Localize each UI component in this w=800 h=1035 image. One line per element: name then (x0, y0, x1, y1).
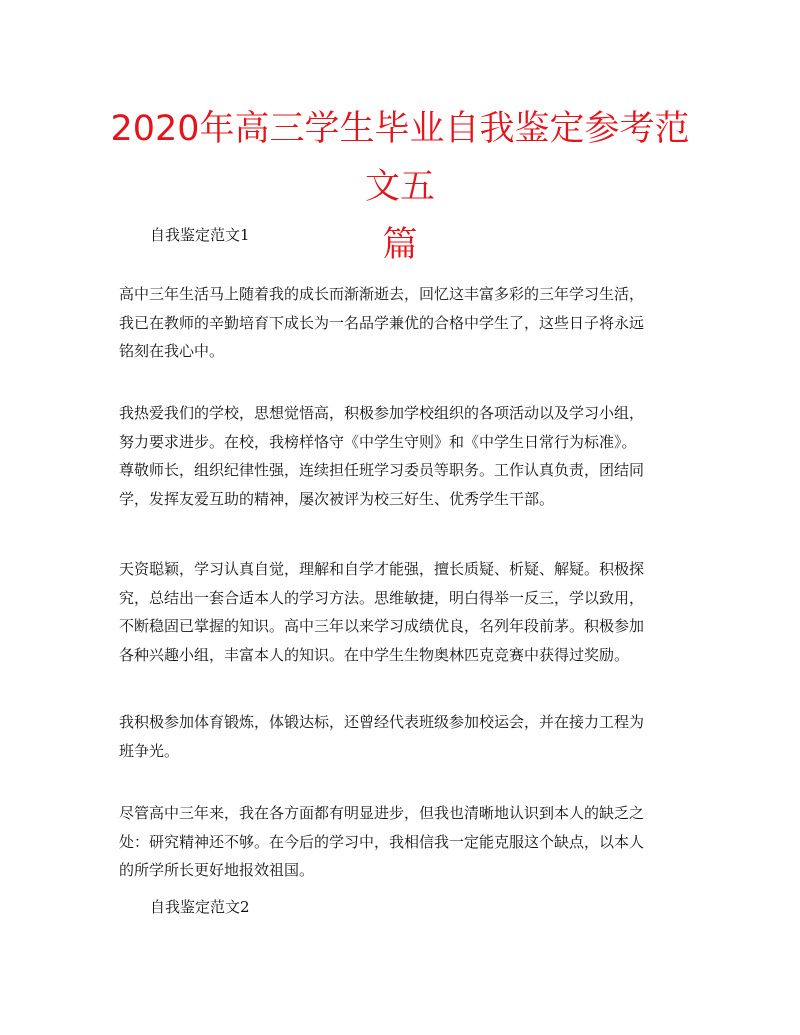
paragraph-5 (119, 799, 679, 885)
section-2-heading: 自我鉴定范文2 (150, 898, 250, 916)
paragraph-1 (119, 280, 679, 366)
paragraph-line: 天资聪颖，学习认真自觉，理解和自学才能强，擅长质疑、析疑、解疑。积极探 (119, 560, 645, 578)
paragraph-line: 我已在教师的辛勤培育下成长为一名品学兼优的合格中学生了，这些日子将永远 (119, 313, 645, 332)
title-line-2: 篇 (382, 225, 418, 265)
paragraph-3 (119, 555, 679, 669)
paragraph-line: 处：研究精神还不够。在今后的学习中，我相信我一定能克服这个缺点，以本人 (119, 832, 645, 851)
paragraph-line: 努力要求进步。在校，我榜样恪守《中学生守则》和《中学生日常行为标准》。 (119, 432, 637, 451)
paragraph-line: 我热爱我们的学校，思想觉悟高，积极参加学校组织的各项活动以及学习小组， (119, 404, 645, 422)
paragraph-line: 各种兴趣小组，丰富本人的知识。在中学生生物奥林匹克竞赛中获得过奖励。 (119, 645, 630, 664)
paragraph-2 (119, 399, 679, 513)
section-1-heading: 自我鉴定范文1 (150, 226, 250, 244)
paragraph-line: 尽管高中三年来，我在各方面都有明显进步，但我也清晰地认识到本人的缺乏之 (119, 804, 645, 822)
paragraph-line: 班争光。 (119, 741, 180, 760)
paragraph-line: 学，发挥友爱互助的精神，屡次被评为校三好生、优秀学生干部。 (119, 489, 555, 508)
paragraph-line: 究，总结出一套合适本人的学习方法。思维敏捷，明白得举一反三，学以致用， (119, 588, 645, 607)
paragraph-line: 铭刻在我心中。 (119, 342, 225, 360)
paragraph-line: 的所学所长更好地报效祖国。 (119, 861, 315, 879)
paragraph-line: 尊敬师长，组织纪律性强，连续担任班学习委员等职务。工作认真负责，团结同 (119, 461, 645, 479)
document-title (100, 100, 700, 274)
paragraph-line: 不断稳固已掌握的知识。高中三年以来学习成绩优良，名列年段前茅。积极参加 (119, 617, 645, 635)
paragraph-line: 我积极参加体育锻炼，体锻达标，还曾经代表班级参加校运会，并在接力工程为 (119, 713, 645, 731)
paragraph-4 (119, 708, 679, 765)
paragraph-line: 高中三年生活马上随着我的成长而渐渐逝去，回忆这丰富多彩的三年学习生活， (119, 285, 645, 303)
title-line-1: 2020年高三学生毕业自我鉴定参考范文五 (110, 109, 690, 207)
